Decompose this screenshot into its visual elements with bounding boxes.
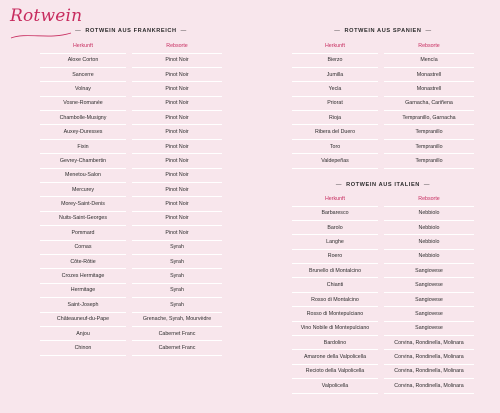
grape-cell: Nebbiolo	[384, 235, 474, 249]
grape-cell: Tempranillo, Garnacha	[384, 111, 474, 125]
table-row	[292, 307, 474, 321]
section-france	[40, 28, 222, 356]
table-row	[292, 53, 474, 67]
origin-cell: Auxey-Duresses	[40, 125, 126, 139]
origin-cell: Bardolino	[292, 336, 378, 350]
table-row	[40, 96, 222, 110]
origin-cell: Barbaresco	[292, 206, 378, 220]
origin-cell: Valpolicella	[292, 379, 378, 393]
grape-cell: Cabernet Franc	[132, 326, 222, 340]
origin-cell: Rioja	[292, 111, 378, 125]
table-row	[292, 154, 474, 168]
table-row	[40, 197, 222, 211]
origin-cell: Nuits-Saint-Georges	[40, 211, 126, 225]
grape-cell: Pinot Noir	[132, 197, 222, 211]
table-row	[292, 82, 474, 96]
table-row	[292, 206, 474, 220]
grape-cell: Pinot Noir	[132, 168, 222, 182]
origin-cell: Pommard	[40, 226, 126, 240]
grape-cell: Tempranillo	[384, 139, 474, 153]
origin-cell: Valdepeñas	[292, 154, 378, 168]
grape-cell: Syrah	[132, 254, 222, 268]
table-row	[40, 269, 222, 283]
origin-cell: Chinon	[40, 341, 126, 355]
table-row	[40, 226, 222, 240]
origin-cell: Roero	[292, 249, 378, 263]
section-title-spain: — ROTWEIN AUS SPANIEN —	[334, 28, 432, 34]
grape-cell: Mencía	[384, 53, 474, 67]
grape-cell: Pinot Noir	[132, 211, 222, 225]
grape-cell: Corvina, Rondinella, Molinara	[384, 336, 474, 350]
grape-cell: Corvina, Rondinella, Molinara	[384, 379, 474, 393]
grape-cell: Pinot Noir	[132, 125, 222, 139]
spain-table	[292, 40, 474, 169]
origin-cell: Amarone della Valpolicella	[292, 350, 378, 364]
table-header-row	[292, 193, 474, 206]
table-header-row	[292, 40, 474, 53]
table-header-row	[40, 40, 222, 53]
origin-cell: Recioto della Valpolicella	[292, 364, 378, 378]
grape-cell: Grenache, Syrah, Mourvèdre	[132, 312, 222, 326]
grape-cell: Corvina, Rondinella, Molinara	[384, 364, 474, 378]
table-row	[40, 125, 222, 139]
origin-cell: Priorat	[292, 96, 378, 110]
origin-cell: Cornas	[40, 240, 126, 254]
table-row	[292, 249, 474, 263]
table-row	[292, 278, 474, 292]
origin-cell: Toro	[292, 139, 378, 153]
origin-cell: Brunello di Montalcino	[292, 264, 378, 278]
origin-cell: Chianti	[292, 278, 378, 292]
grape-cell: Monastrell	[384, 82, 474, 96]
origin-cell: Jumilla	[292, 67, 378, 81]
origin-cell: Anjou	[40, 326, 126, 340]
origin-cell: Rosso di Montalcino	[292, 292, 378, 306]
page-title: Rotwein	[10, 6, 83, 26]
table-row	[40, 139, 222, 153]
header-grape: Rebsorte	[384, 40, 474, 53]
italy-table	[292, 193, 474, 394]
header-grape: Rebsorte	[132, 40, 222, 53]
table-row	[40, 341, 222, 355]
grape-cell: Monastrell	[384, 67, 474, 81]
grape-cell: Pinot Noir	[132, 111, 222, 125]
origin-cell: Gevrey-Chambertin	[40, 154, 126, 168]
table-row	[40, 326, 222, 340]
table-row	[40, 67, 222, 81]
table-row	[40, 211, 222, 225]
grape-cell: Pinot Noir	[132, 139, 222, 153]
origin-cell: Barolo	[292, 220, 378, 234]
origin-cell: Vosne-Romanée	[40, 96, 126, 110]
table-row	[40, 53, 222, 67]
table-row	[292, 379, 474, 393]
grape-cell: Tempranillo	[384, 154, 474, 168]
section-italy	[292, 182, 474, 394]
grape-cell: Pinot Noir	[132, 67, 222, 81]
grape-cell: Pinot Noir	[132, 226, 222, 240]
table-row	[40, 254, 222, 268]
origin-cell: Menetou-Salon	[40, 168, 126, 182]
grape-cell: Syrah	[132, 298, 222, 312]
table-row	[40, 183, 222, 197]
grape-cell: Corvina, Rondinella, Molinara	[384, 350, 474, 364]
origin-cell: Hermitage	[40, 283, 126, 297]
grape-cell: Sangiovese	[384, 278, 474, 292]
origin-cell: Côte-Rôtie	[40, 254, 126, 268]
origin-cell: Crozes Hermitage	[40, 269, 126, 283]
grape-cell: Syrah	[132, 240, 222, 254]
origin-cell: Volnay	[40, 82, 126, 96]
grape-cell: Tempranillo	[384, 125, 474, 139]
origin-cell: Bierzo	[292, 53, 378, 67]
table-row	[40, 168, 222, 182]
table-row	[292, 364, 474, 378]
grape-cell: Sangiovese	[384, 321, 474, 335]
table-row	[292, 111, 474, 125]
origin-cell: Ribera del Duero	[292, 125, 378, 139]
table-row	[40, 82, 222, 96]
grape-cell: Pinot Noir	[132, 96, 222, 110]
grape-cell: Cabernet Franc	[132, 341, 222, 355]
grape-cell: Sangiovese	[384, 292, 474, 306]
table-row	[40, 111, 222, 125]
table-row	[292, 350, 474, 364]
origin-cell: Sancerre	[40, 67, 126, 81]
grape-cell: Pinot Noir	[132, 53, 222, 67]
table-row	[292, 125, 474, 139]
grape-cell: Syrah	[132, 269, 222, 283]
origin-cell: Morey-Saint-Denis	[40, 197, 126, 211]
table-row	[292, 235, 474, 249]
grape-cell: Garnacha, Cariñena	[384, 96, 474, 110]
grape-cell: Nebbiolo	[384, 249, 474, 263]
origin-cell: Vino Nobile di Montepulciano	[292, 321, 378, 335]
grape-cell: Nebbiolo	[384, 206, 474, 220]
header-origin: Herkunft	[292, 193, 378, 206]
grape-cell: Sangiovese	[384, 264, 474, 278]
origin-cell: Chambolle-Musigny	[40, 111, 126, 125]
table-row	[292, 264, 474, 278]
origin-cell: Rosso di Montepulciano	[292, 307, 378, 321]
origin-cell: Châteauneuf-du-Pape	[40, 312, 126, 326]
origin-cell: Yecla	[292, 82, 378, 96]
origin-cell: Mercurey	[40, 183, 126, 197]
grape-cell: Pinot Noir	[132, 82, 222, 96]
grape-cell: Pinot Noir	[132, 154, 222, 168]
origin-cell: Langhe	[292, 235, 378, 249]
header-origin: Herkunft	[40, 40, 126, 53]
table-row	[292, 220, 474, 234]
table-row	[40, 312, 222, 326]
grape-cell: Sangiovese	[384, 307, 474, 321]
france-table	[40, 40, 222, 356]
section-spain	[292, 28, 474, 169]
header-grape: Rebsorte	[384, 193, 474, 206]
origin-cell: Saint-Joseph	[40, 298, 126, 312]
grape-cell: Pinot Noir	[132, 183, 222, 197]
table-row	[292, 336, 474, 350]
table-row	[292, 292, 474, 306]
section-title-france: — ROTWEIN AUS FRANKREICH —	[75, 28, 187, 34]
table-row	[40, 154, 222, 168]
table-row	[40, 298, 222, 312]
table-row	[292, 96, 474, 110]
grape-cell: Nebbiolo	[384, 220, 474, 234]
origin-cell: Fixin	[40, 139, 126, 153]
table-row	[292, 67, 474, 81]
grape-cell: Syrah	[132, 283, 222, 297]
table-row	[292, 139, 474, 153]
origin-cell: Aloxe Corton	[40, 53, 126, 67]
table-row	[292, 321, 474, 335]
table-row	[40, 240, 222, 254]
header-origin: Herkunft	[292, 40, 378, 53]
section-title-italy: — ROTWEIN AUS ITALIEN —	[335, 182, 431, 188]
table-row	[40, 283, 222, 297]
